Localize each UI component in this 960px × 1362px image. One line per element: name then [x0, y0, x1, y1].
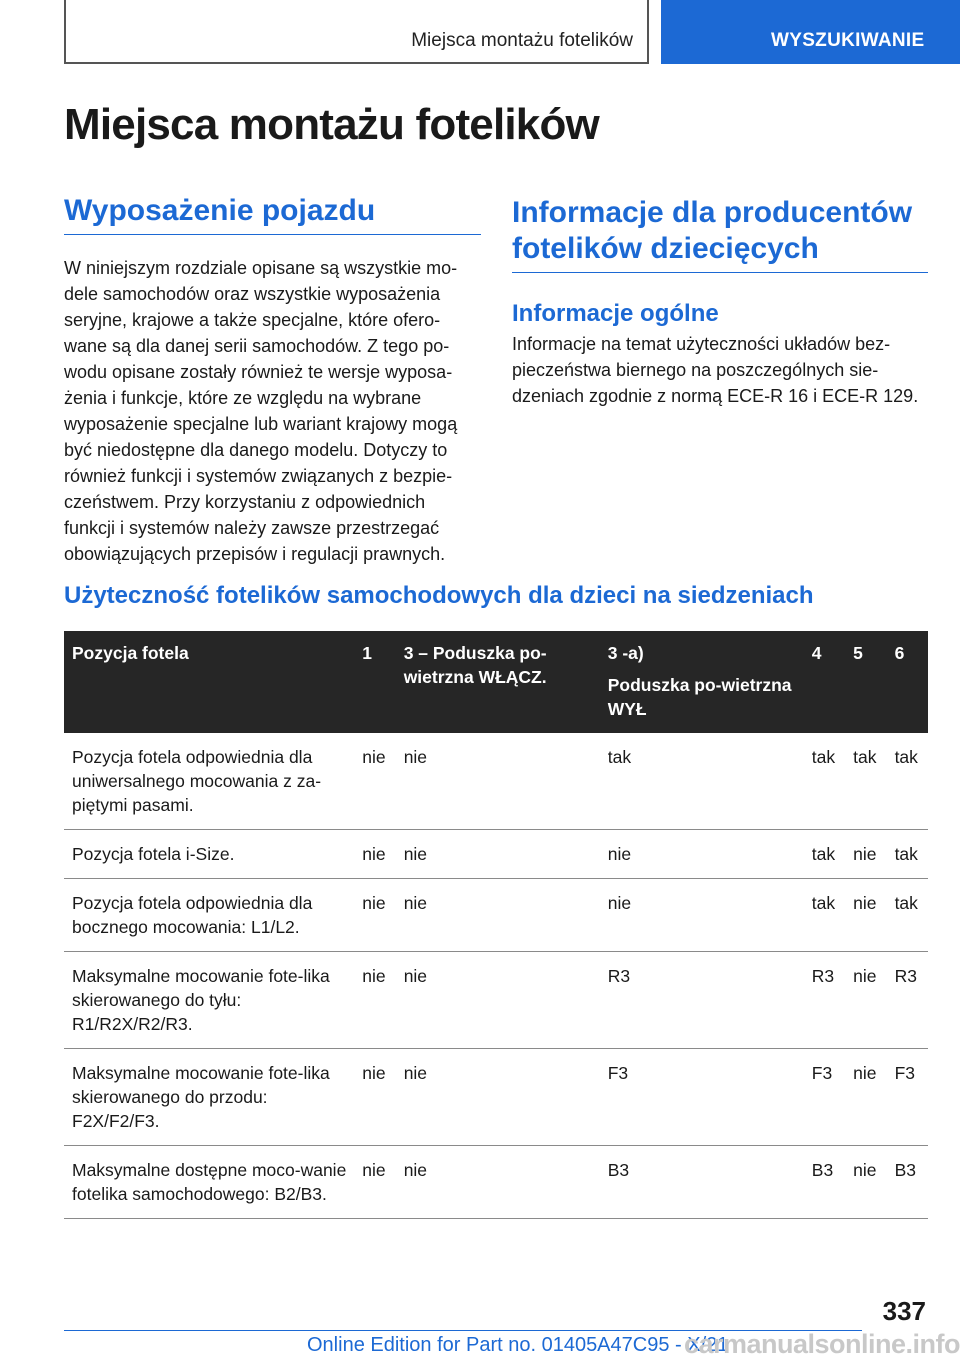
table-row [64, 879, 928, 952]
table-cell: tak [887, 733, 928, 830]
table-cell: B3 [804, 1146, 845, 1219]
table-row [64, 1049, 928, 1146]
table-cell: nie [396, 1146, 600, 1219]
row-label: Maksymalne dostępne moco‐wanie fotelika samochodowego: B2/B3. [64, 1146, 354, 1219]
page-number: 337 [882, 1296, 926, 1326]
header-seat-1: 1 [354, 631, 395, 733]
row-label: Maksymalne mocowanie fote‐lika skierowanego do przodu: F2X/F2/F3. [64, 1049, 354, 1146]
general-info-text: Informacje na temat użyteczności układów bez‐pieczeństwa biernego na poszczególnych sie‐dzeniach zgodnie z normą ECE-R 16 i ECE-R 129. [512, 334, 919, 406]
manufacturer-info-section [512, 195, 928, 409]
section-divider [64, 234, 481, 235]
search-button[interactable] [661, 0, 960, 64]
table-cell: nie [354, 1146, 395, 1219]
section-tab[interactable] [64, 0, 649, 64]
table-cell: nie [354, 952, 395, 1049]
usability-heading: Użyteczność fotelików samochodowych dla dzieci na siedzeniach [64, 582, 814, 609]
table-cell: nie [845, 1146, 886, 1219]
table-cell: tak [600, 733, 804, 830]
row-label: Pozycja fotela odpowiednia dla bocznego mocowania: L1/L2. [64, 879, 354, 952]
header-seat-4: 4 [804, 631, 845, 733]
table-cell: nie [845, 879, 886, 952]
table-cell: F3 [600, 1049, 804, 1146]
table-row [64, 830, 928, 879]
table-cell: tak [804, 879, 845, 952]
vehicle-equipment-text: W niniejszym rozdziale opisane są wszystkie mo‐dele samochodów oraz wszystkie wyposażenia seryjne, krajowe a także specjalne, które ofero‐wane są dla danej serii samochodów. Z tego po‐wodu opisane zostały również te wersje wyposa‐żenia i funkcje, które ze względu na wybrane wyposażenie specjalne lub wariant krajowy mogą być niedostępne dla danego modelu. Dotyczy to również funkcji i systemów związanych z bezpie‐czeństwem. Przy korzystaniu z odpowiednich funkcji i systemów należy zawsze przestrzegać obowiązujących przepisów i regulacji prawnych. [64, 258, 458, 564]
table-cell: nie [396, 1049, 600, 1146]
table-cell: nie [600, 879, 804, 952]
table-cell: tak [887, 879, 928, 952]
row-label: Maksymalne mocowanie fote‐lika skierowanego do tyłu: R1/R2X/R2/R3. [64, 952, 354, 1049]
vehicle-equipment-section [64, 193, 481, 567]
vehicle-equipment-heading: Wyposażenie pojazdu [64, 194, 376, 227]
watermark: carmanualsonline.info [683, 1329, 960, 1359]
table-cell: nie [354, 879, 395, 952]
table-cell: B3 [887, 1146, 928, 1219]
header-seat-3-airbag-off [600, 631, 804, 733]
table-cell: nie [354, 830, 395, 879]
table-cell: nie [354, 1049, 395, 1146]
edition-footer: Online Edition for Part no. 01405A47C95 - X/21 [307, 1334, 729, 1356]
header-seat-3-airbag-on: 3 – Poduszka po‐wietrzna WŁĄCZ. [396, 631, 600, 733]
section-tab-label: Miejsca montażu fotelików [411, 30, 633, 51]
section-divider [512, 272, 928, 273]
table-cell: nie [396, 830, 600, 879]
search-button-label: WYSZUKIWANIE [771, 30, 925, 51]
table-cell: nie [845, 1049, 886, 1146]
table-cell: R3 [804, 952, 845, 1049]
table-cell: nie [396, 952, 600, 1049]
row-label: Pozycja fotela i-Size. [64, 830, 354, 879]
table-cell: tak [804, 830, 845, 879]
table-cell: nie [600, 830, 804, 879]
page-title: Miejsca montażu fotelików [64, 100, 599, 149]
manufacturer-info-heading: Informacje dla producentów fotelików dziecięcych [512, 196, 913, 265]
table-cell: F3 [887, 1049, 928, 1146]
header-seat-5: 5 [845, 631, 886, 733]
table-row [64, 733, 928, 830]
table-cell: nie [396, 733, 600, 830]
table-cell: F3 [804, 1049, 845, 1146]
table-cell: tak [845, 733, 886, 830]
table-cell: tak [887, 830, 928, 879]
table-cell: B3 [600, 1146, 804, 1219]
table-cell: tak [804, 733, 845, 830]
table-row [64, 1146, 928, 1219]
table-cell: nie [396, 879, 600, 952]
header-seat-6: 6 [887, 631, 928, 733]
table-row [64, 952, 928, 1049]
table-cell: R3 [887, 952, 928, 1049]
header-seat-3a: 3 -a) [607, 643, 644, 663]
table-cell: R3 [600, 952, 804, 1049]
table-header-row [64, 631, 928, 733]
general-info-heading: Informacje ogólne [512, 300, 719, 327]
table-cell: nie [845, 952, 886, 1049]
header-airbag-off: Poduszka po‐wietrzna WYŁ [607, 675, 792, 719]
table-cell: nie [354, 733, 395, 830]
header-seat-position: Pozycja fotela [64, 631, 354, 733]
row-label: Pozycja fotela odpowiednia dla uniwersalnego mocowania z za‐piętymi pasami. [64, 733, 354, 830]
seat-usability-table [64, 631, 928, 1219]
table-cell: nie [845, 830, 886, 879]
